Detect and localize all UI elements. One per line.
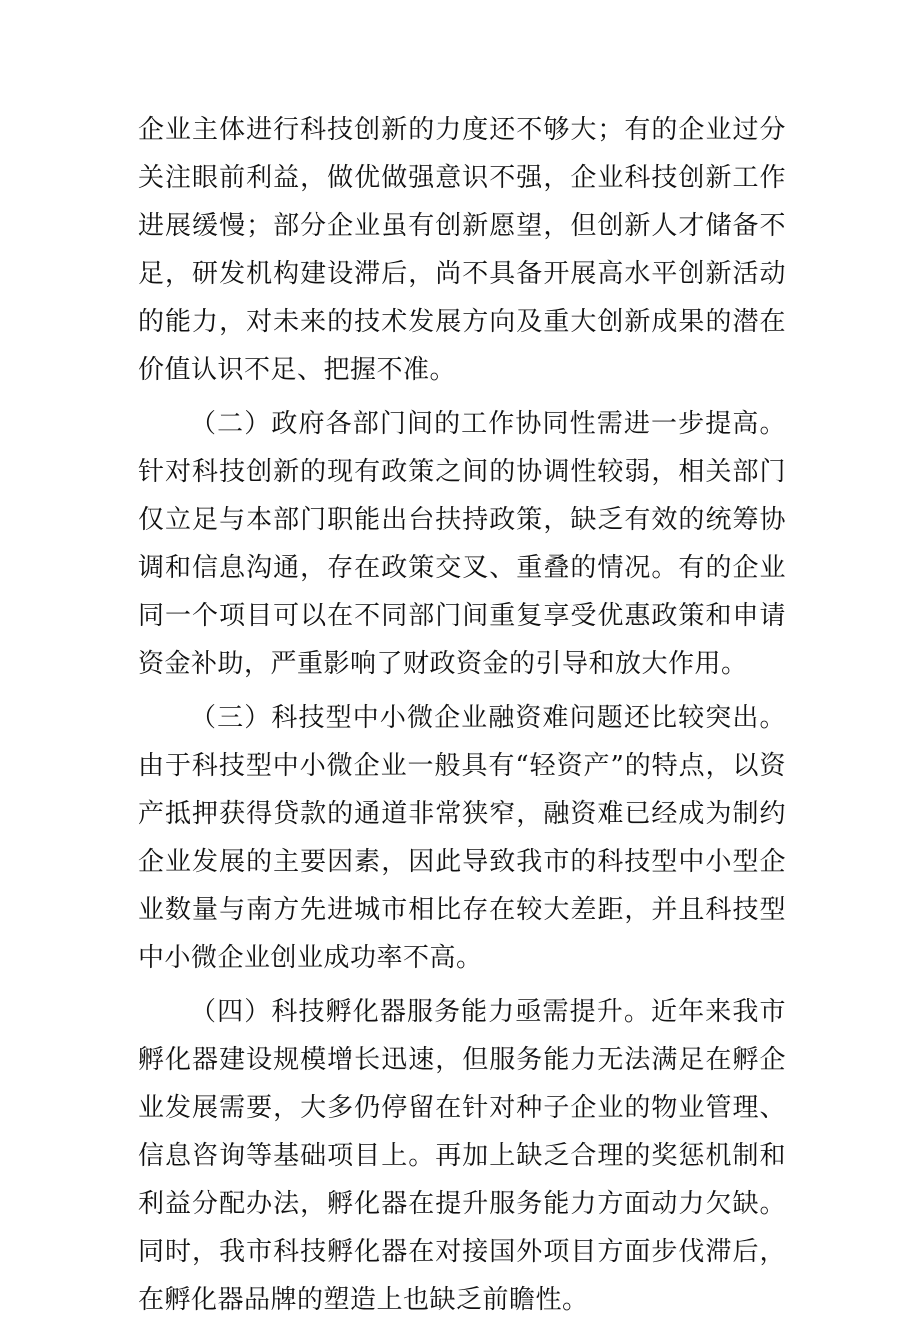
paragraph-continuation: 企业主体进行科技创新的力度还不够大；有的企业过分关注眼前利益，做优做强意识不强，企业科技创新工作进展缓慢；部分企业虽有创新愿望，但创新人才储备不足，研发机构建设滞后，尚不具备开展高水平创新活动的能力，对未来的技术发展方向及重大创新成果的潜在价值认识不足、把握不准。 — [138, 115, 786, 385]
paragraph-section-4: （四）科技孵化器服务能力亟需提升。近年来我市孵化器建设规模增长迅速，但服务能力无法满足在孵企业发展需要，大多仍停留在针对种子企业的物业管理、信息咨询等基础项目上。再加上缺乏合理的奖惩机制和利益分配办法，孵化器在提升服务能力方面动力欠缺。同时，我市科技孵化器在对接国外项目方面步伐滞后，在孵化器品牌的塑造上也缺乏前瞻性。 — [138, 997, 786, 1315]
paragraph-section-2: （二）政府各部门间的工作协同性需进一步提高。针对科技创新的现有政策之间的协调性较弱，相关部门仅立足与本部门职能出台扶持政策，缺乏有效的统筹协调和信息沟通，存在政策交叉、重叠的情况。有的企业同一个项目可以在不同部门间重复享受优惠政策和申请资金补助，严重影响了财政资金的引导和放大作用。 — [138, 409, 786, 679]
paragraph-section-3: （三）科技型中小微企业融资难问题还比较突出。由于科技型中小微企业一般具有“轻资产”的特点，以资产抵押获得贷款的通道非常狭窄，融资难已经成为制约企业发展的主要因素，因此导致我市的科技型中小型企业数量与南方先进城市相比存在较大差距，并且科技型中小微企业创业成功率不高。 — [138, 703, 786, 973]
document-body — [138, 106, 786, 1324]
